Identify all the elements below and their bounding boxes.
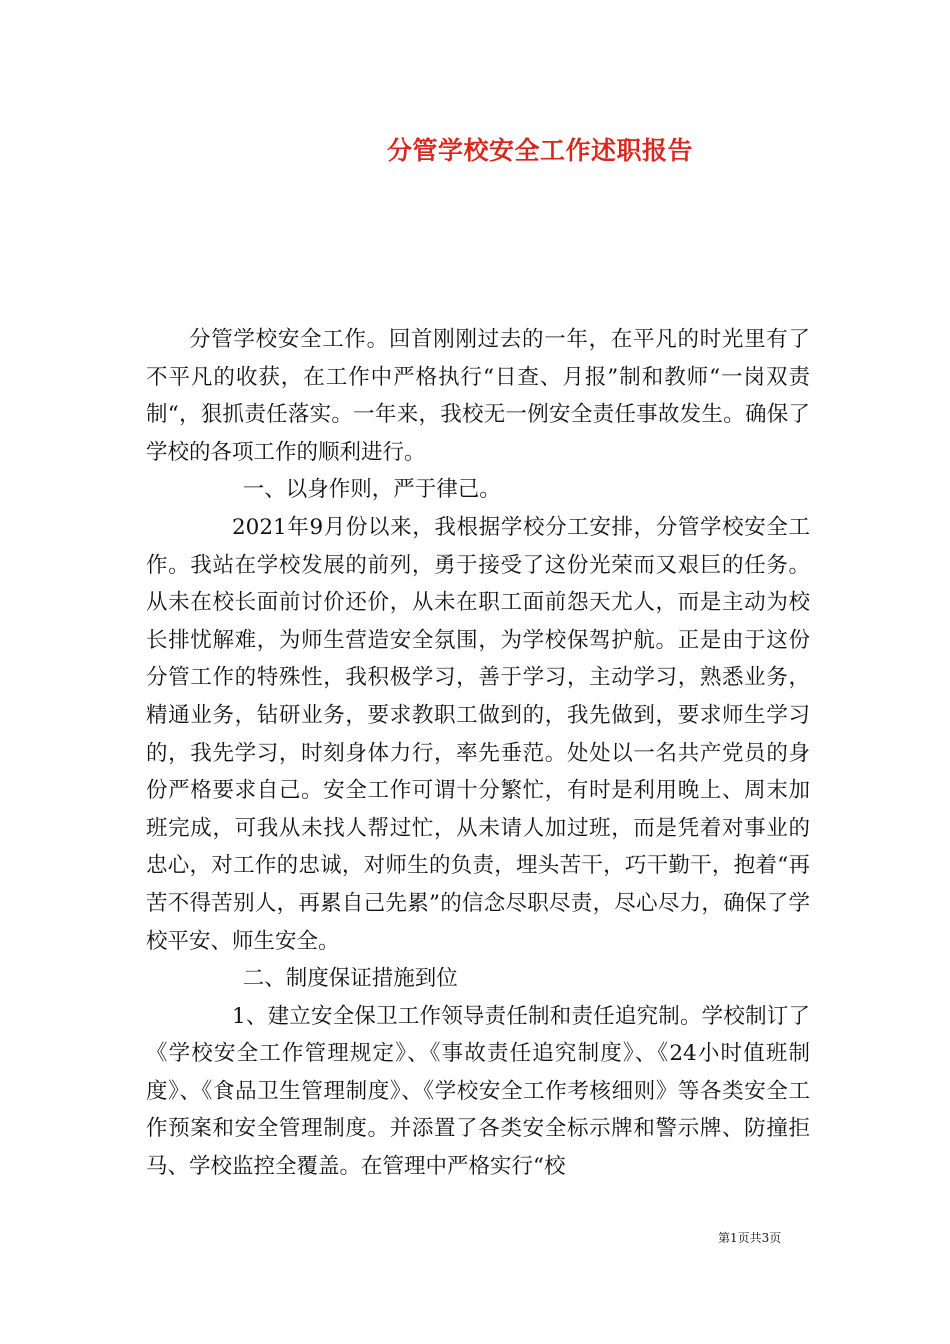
- document-body: [146, 321, 810, 1186]
- section-heading-1: 一、以身作则，严于律己。: [242, 477, 501, 503]
- section-2-paragraph: 1、建立安全保卫工作领导责任制和责任追究制。学校制订了《学校安全工作管理规定》、《事故责任追究制度》、《24小时值班制度》、《食品卫生管理制度》、《学校安全工作考核细则》等各类安全工作预案和安全管理制度。并添置了各类安全标示牌和警示牌、防撞拒马、学校监控全覆盖。在管理中严格实行“校: [146, 1003, 810, 1180]
- page-indicator: 第1页共3页: [718, 1231, 782, 1245]
- section-heading-2: 二、制度保证措施到位: [242, 966, 458, 992]
- section-1-paragraph: 2021年9月份以来，我根据学校分工安排，分管学校安全工作。我站在学校发展的前列，勇于接受了这份光荣而又艰巨的任务。从未在校长面前讨价还价，从未在职工面前怨天尤人，而是主动为校长排忧解难，为师生营造安全氛围，为学校保驾护航。正是由于这份分管工作的特殊性，我积极学习，善于学习，主动学习，熟悉业务，精通业务，钻研业务，要求教职工做到的，我先做到，要求师生学习的，我先学习，时刻身体力行，率先垂范。处处以一名共产党员的身份严格要求自己。安全工作可谓十分繁忙，有时是利用晚上、周末加班完成，可我从未找人帮过忙，从未请人加过班，而是凭着对事业的忠心，对工作的忠诚，对师生的负责，埋头苦干，巧干勤干，抱着“再苦不得苦别人，再累自己先累”的信念尽职尽责，尽心尽力，确保了学校平安、师生安全。: [146, 514, 810, 954]
- intro-paragraph: 分管学校安全工作。回首刚刚过去的一年，在平凡的时光里有了不平凡的收获，在工作中严格执行“日查、月报”制和教师“一岗双责制“，狠抓责任落实。一年来，我校无一例安全责任事故发生。确保了学校的各项工作的顺利进行。: [146, 327, 810, 465]
- document-title: 分管学校安全工作述职报告: [386, 136, 693, 165]
